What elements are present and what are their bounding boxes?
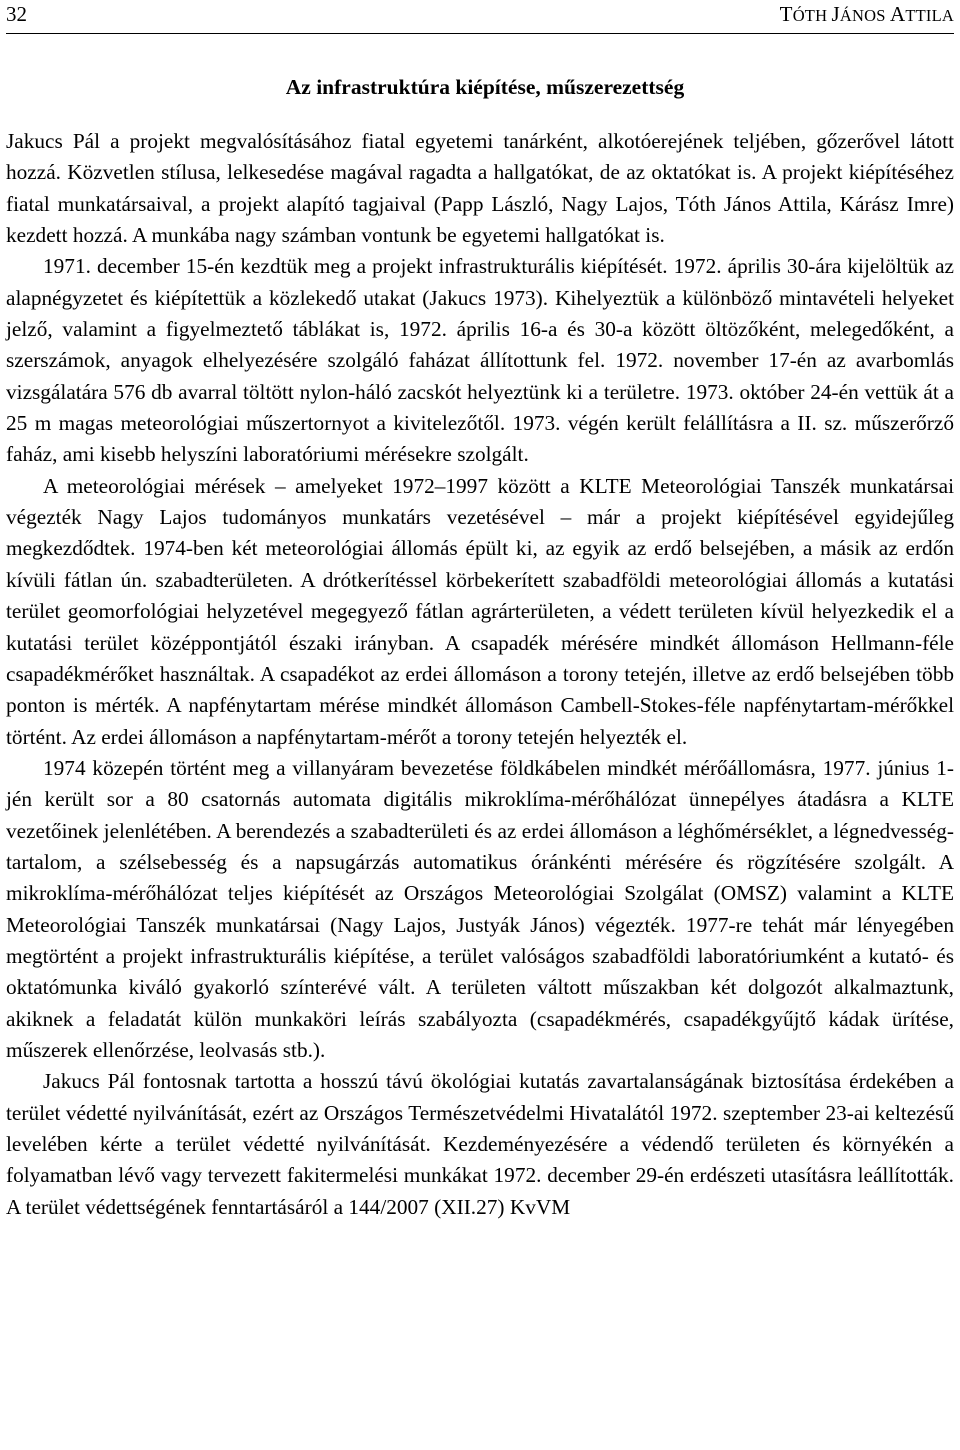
section-title: Az infrastruktúra kiépítése, műszerezettség: [285, 75, 685, 99]
paragraph-intro: Jakucs Pál a projekt megvalósításához fiatal egyetemi tanárként, alkotóerejének teljében, gőzerővel látott hozzá. Közvetlen stílusa, lelkesedése magával ragadta a hallgatókat, de az oktatókat is. A projekt kiépítéséhez fiatal munkatársaival, a projekt alapító tagjaival (Papp László, Nagy Lajos, Tóth János Attila, Kárász Imre) kezdett hozzá. A munkába nagy számban vontunk be egyetemi hallgatókat is.: [6, 129, 954, 248]
paragraph-protection: Jakucs Pál fontosnak tartotta a hosszú távú ökológiai kutatás zavartalanságának biztosítása érdekében a terület védetté nyilvánítását, ezért az Országos Természetvédelmi Hivatalától 1972. szeptember 23-ai keltezésű levelében kérte a terület védetté nyilvánítását. Kezdeményezésére a védendő területen és környékén a folyamatban lévő vagy tervezett fakitermelési munkákat 1972. december 29-én erdészeti utasításra leállították. A terület védettségének fenntartásáról a 144/2007 (XII.27) KvVM: [6, 1069, 954, 1219]
paragraph-meteorological-measurements: A meteorológiai mérések – amelyeket 1972–1997 között a KLTE Meteorológiai Tanszék munkatársai végezték Nagy Lajos tudományos munkatárs vezetésével – már a projekt kiépítésével egyidejűleg megkezdődtek. 1974-ben két meteorológiai állomás épült ki, az egyik az erdő belsejében, a másik az erdőn kívüli fátlan ún. szabadterületen. A drótkerítéssel körbekerített szabadföldi meteorológiai állomás a kutatási terület geomorfológiai helyzetével megegyező fátlan agrárterületen, a védett területen kívül helyezkedik el a kutatási terület középpontjától északi irányban. A csapadék mérésére mindkét állomáson Hellmann-féle csapadékmérőket használtak. A csapadékot az erdei állomáson a torony tetején, illetve az erdő belsejében több ponton is mérték. A napfénytartam mérése mindkét állomáson Cambell-Stokes-féle napfénytartam-mérőkkel történt. Az erdei állomáson a napfénytartam-mérőt a torony tetején helyezték el.: [6, 473, 954, 749]
author-initial-1: T: [779, 2, 793, 26]
author-initial-3: A: [889, 2, 906, 26]
paragraph-infrastructure-timeline: 1971. december 15-én kezdtük meg a projekt infrastrukturális kiépítését. 1972. április 30-ára kijelöltük az alapnégyzetet és kiépítettük a közlekedő utakat (Jakucs 1973). Kihelyeztük a különböző mintavételi helyeket jelző, valamint a figyelmeztető táblákat is, 1972. április 16-a és 30-a között öltözőként, melegedőként, a szerszámok, anyagok elhelyezésére szolgáló faházat állítottunk fel. 1972. november 17-én az avarbomlás vizsgálatára 576 db avarral töltött nylon-háló zacskót helyeztünk ki a területre. 1973. október 24-én vettük át a 25 m magas meteorológiai műszertornyot a kivitelezőtől. 1973. végén került felállításra a II. sz. műszerőrző faház, ami kisebb helyszíni laboratóriumi mérésekre szolgált.: [6, 254, 954, 467]
author-smallcaps-2: ÁNOS: [839, 6, 890, 25]
author-initial-2: J: [831, 2, 840, 26]
page-number: 32: [6, 2, 27, 26]
body-text: [6, 126, 954, 1223]
running-header: [6, 0, 954, 34]
running-title-author: [780, 2, 954, 27]
author-smallcaps-1: ÓTH: [792, 6, 832, 25]
author-smallcaps-3: TTILA: [905, 6, 954, 25]
paragraph-electricity-microclimate: 1974 közepén történt meg a villanyáram bevezetése földkábelen mindkét mérőállomásra, 1977. június 1-jén került sor a 80 csatornás automata digitális mikroklíma-mérőhálózat ünnepélyes átadásra a KLTE vezetőinek jelenlétében. A berendezés a szabadterületi és az erdei állomáson a léghőmérséklet, a légnedvesség-tartalom, a szélsebesség és a napsugárzás automatikus óránkénti mérésére és rögzítésére szolgált. A mikroklíma-mérőhálózat teljes kiépítését az Országos Meteorológiai Szolgálat (OMSZ) valamint a KLTE Meteorológiai Tanszék munkatársai (Nagy Lajos, Justyák János) végezték. 1977-re tehát már lényegében megtörtént a projekt infrastrukturális kiépítése, a terület valóságos szabadföldi laboratóriumként a kutató- és oktatómunka kiváló gyakorló színterévé vált. A területen váltott műszakban két dolgozót alkalmaztunk, akiknek a feladatát külön munkaköri leírás szabályozta (csapadékmérés, csapadékgyűjtő kádak ürítése, műszerek ellenőrzése, leolvasás stb.).: [6, 755, 954, 1062]
